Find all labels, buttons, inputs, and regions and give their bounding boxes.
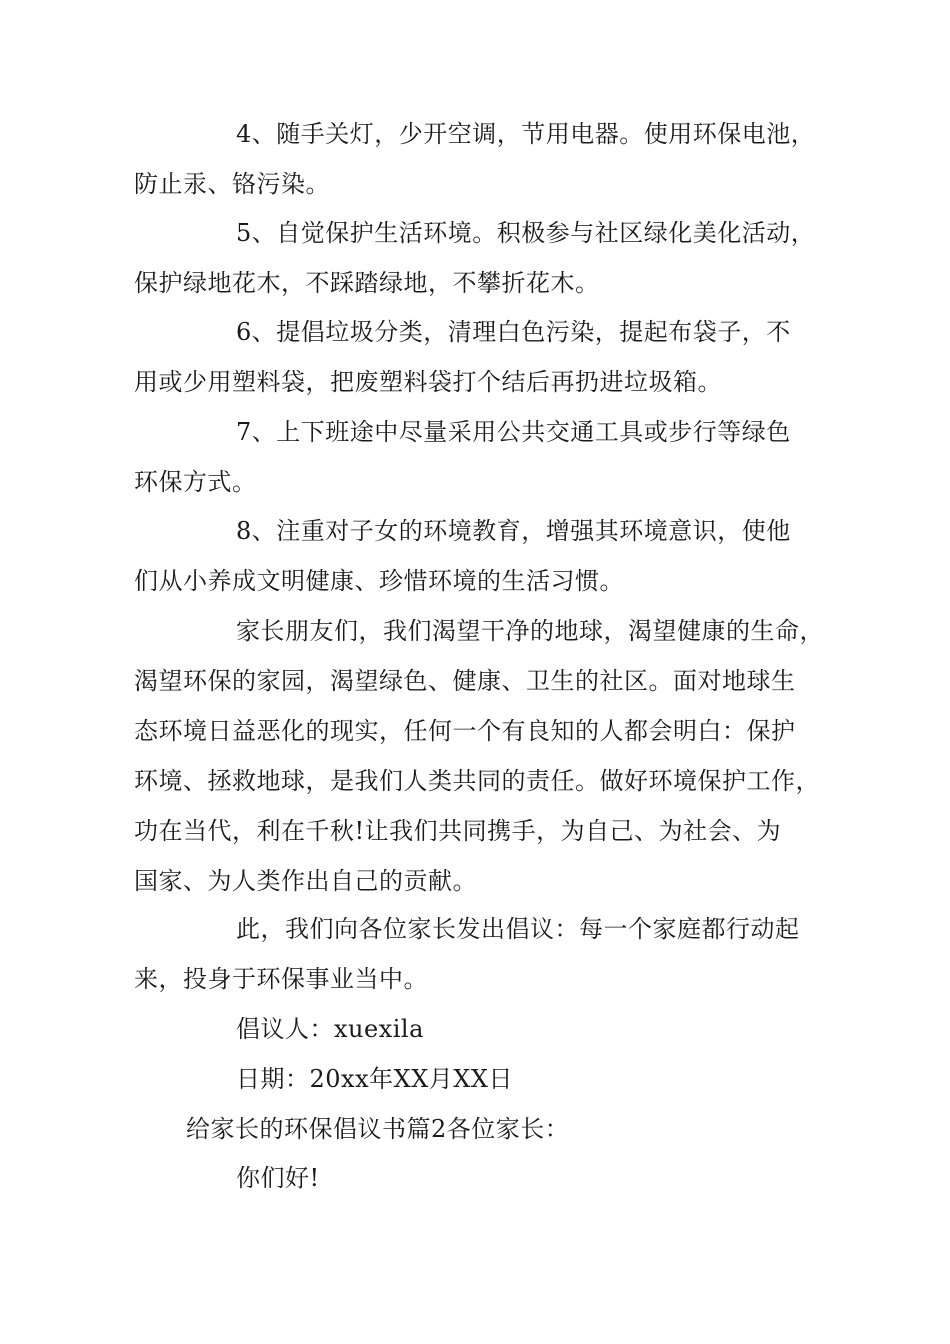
greeting-line: 你们好!: [236, 1164, 320, 1192]
item-5-line-2: 保护绿地花木，不踩踏绿地，不攀折花木。: [134, 269, 600, 297]
item-4-line-1: 4、随手关灯，少开空调，节用电器。使用环保电池，: [236, 120, 816, 148]
appeal-paragraph-line-4: 环境、拯救地球，是我们人类共同的责任。做好环境保护工作，: [134, 767, 820, 795]
appeal-paragraph-line-3: 态环境日益恶化的现实，任何一个有良知的人都会明白：保护: [134, 717, 796, 745]
appeal-paragraph-line-1: 家长朋友们，我们渴望干净的地球，渴望健康的生命，: [236, 617, 824, 645]
item-5-line-1: 5、自觉保护生活环境。积极参与社区绿化美化活动，: [236, 219, 816, 247]
item-6-line-2: 用或少用塑料袋，把废塑料袋打个结后再扔进垃圾箱。: [134, 368, 722, 396]
initiator-line: 倡议人：xuexila: [236, 1015, 424, 1043]
item-8-line-1: 8、注重对子女的环境教育，增强其环境意识，使他: [236, 517, 791, 545]
item-4-line-2: 防止汞、铬污染。: [134, 170, 330, 198]
item-8-line-2: 们从小养成文明健康、珍惜环境的生活习惯。: [134, 567, 624, 595]
item-6-line-1: 6、提倡垃圾分类，清理白色污染，提起布袋子，不: [236, 318, 791, 346]
appeal-paragraph-line-2: 渴望环保的家园，渴望绿色、健康、卫生的社区。面对地球生: [134, 667, 796, 695]
proposal-line-2: 来，投身于环保事业当中。: [134, 965, 428, 993]
section-heading: 给家长的环保倡议书篇2各位家长：: [186, 1115, 570, 1143]
appeal-paragraph-line-6: 国家、为人类作出自己的贡献。: [134, 867, 477, 895]
date-line: 日期：20xx年XX月XX日: [236, 1065, 513, 1093]
appeal-paragraph-line-5: 功在当代，利在千秋!让我们共同携手，为自己、为社会、为: [134, 817, 782, 845]
proposal-line-1: 此，我们向各位家长发出倡议：每一个家庭都行动起: [236, 915, 800, 943]
item-7-line-1: 7、上下班途中尽量采用公共交通工具或步行等绿色: [236, 418, 791, 446]
item-7-line-2: 环保方式。: [134, 468, 257, 496]
